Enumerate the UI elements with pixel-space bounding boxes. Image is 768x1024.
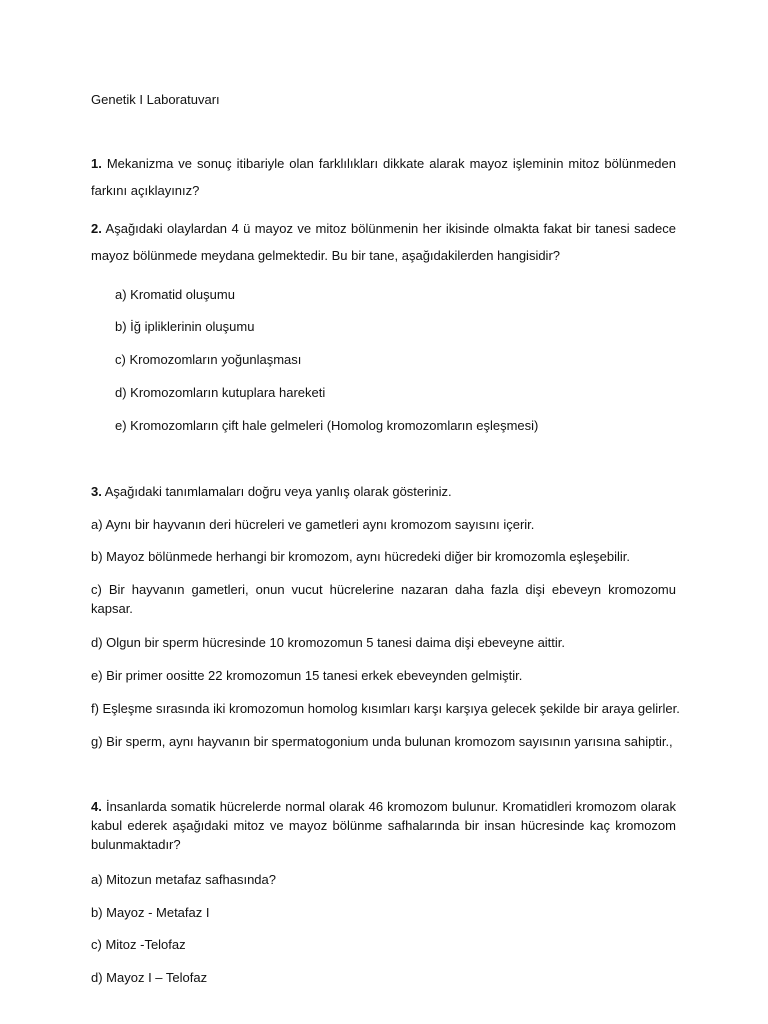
question-4-text: İnsanlarda somatik hücrelerde normal olarak 46 kromozom bulunur. Kromatidleri kromozom olarak kabul ederek aşağıdaki mitoz ve mayoz bölünme safhalarında bir insan hücresinde kaç kromozom bulunmaktadır?: [91, 799, 676, 852]
question-3-item-e: e) Bir primer oositte 22 kromozomun 15 tanesi erkek ebeveynden gelmiştir.: [91, 668, 523, 683]
question-4-item-a: a) Mitozun metafaz safhasında?: [91, 872, 276, 887]
question-2-option-d: d) Kromozomların kutuplara hareketi: [115, 385, 326, 400]
question-3-item-c: c) Bir hayvanın gametleri, onun vucut hücrelerine nazaran daha fazla dişi ebeveyn kromozomu kapsar.: [91, 582, 676, 616]
question-3-number: 3.: [91, 484, 102, 499]
question-3-item-d: d) Olgun bir sperm hücresinde 10 kromozomun 5 tanesi daima dişi ebeveyne aittir.: [91, 635, 566, 650]
question-3: [91, 481, 676, 503]
question-2-option-e: e) Kromozomların çift hale gelmeleri (Homolog kromozomların eşleşmesi): [115, 418, 539, 433]
question-4-item-d: d) Mayoz I – Telofaz: [91, 970, 208, 985]
question-2-option-a: a) Kromatid oluşumu: [115, 287, 235, 302]
question-2-option-b: b) İğ ipliklerinin oluşumu: [115, 319, 255, 334]
question-2-option-c: c) Kromozomların yoğunlaşması: [115, 352, 302, 367]
question-1-text: Mekanizma ve sonuç itibariyle olan farklılıkları dikkate alarak mayoz işleminin mitoz bölünmeden farkını açıklayınız?: [91, 156, 676, 198]
question-4: [91, 797, 676, 854]
question-3-text: Aşağıdaki tanımlamaları doğru veya yanlış olarak gösteriniz.: [104, 484, 452, 499]
question-1-number: 1.: [91, 156, 102, 171]
question-4-item-c: c) Mitoz -Telofaz: [91, 937, 186, 952]
question-3-item-g: g) Bir sperm, aynı hayvanın bir spermatogonium unda bulunan kromozom sayısının yarısına sahiptir.,: [91, 734, 673, 749]
question-2: [91, 215, 676, 269]
document-title: Genetik I Laboratuvarı: [91, 92, 220, 107]
question-2-text: Aşağıdaki olaylardan 4 ü mayoz ve mitoz bölünmenin her ikisinde olmakta fakat bir tanesi sadece mayoz bölünmede meydana gelmektedir. Bu bir tane, aşağıdakilerden hangisidir?: [91, 221, 676, 263]
question-3-item-a: a) Aynı bir hayvanın deri hücreleri ve gametleri aynı kromozom sayısını içerir.: [91, 517, 535, 532]
question-1: [91, 150, 676, 204]
question-2-number: 2.: [91, 221, 102, 236]
question-4-number: 4.: [91, 799, 102, 814]
question-4-item-b: b) Mayoz - Metafaz I: [91, 905, 210, 920]
question-3-item-f: f) Eşleşme sırasında iki kromozomun homolog kısımları karşı karşıya gelecek şekilde bir araya gelirler.: [91, 701, 680, 716]
question-3-item-b: b) Mayoz bölünmede herhangi bir kromozom, aynı hücredeki diğer bir kromozomla eşleşebilir.: [91, 549, 631, 564]
